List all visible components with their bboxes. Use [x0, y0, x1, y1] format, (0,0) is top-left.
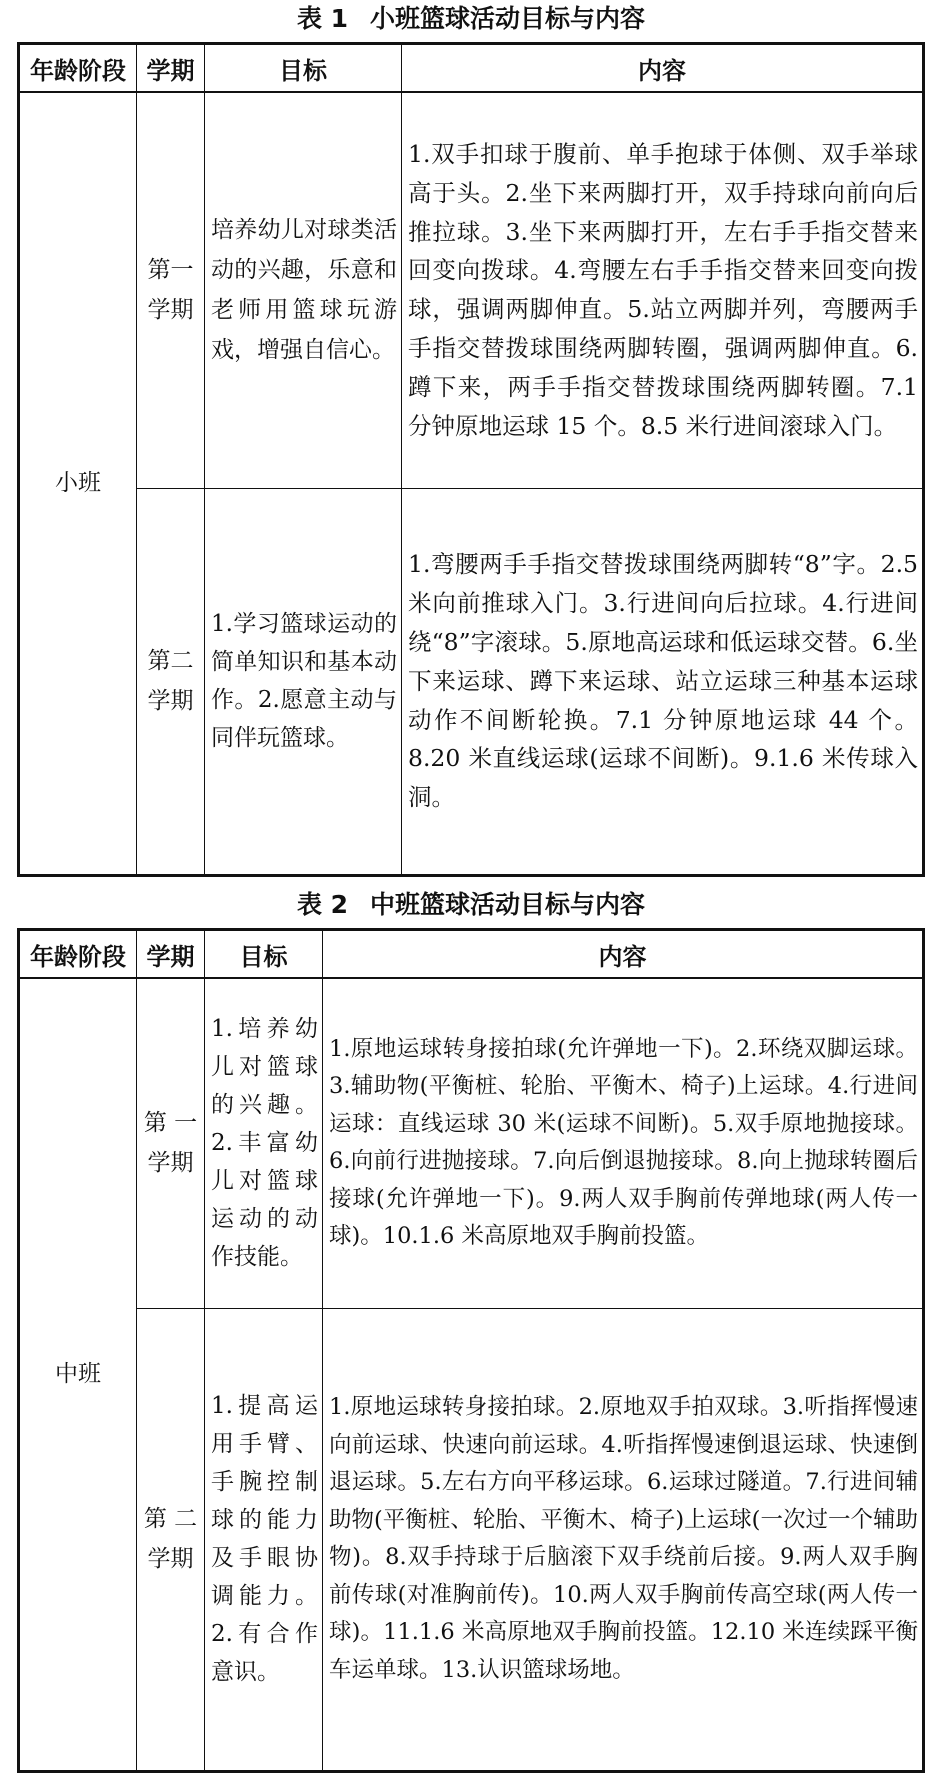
- table2-caption-title: 中班篮球活动目标与内容: [370, 890, 646, 919]
- term-cell: [137, 978, 205, 1308]
- content-cell: 1.原地运球转身接拍球。2.原地双手拍双球。3.听指挥慢速向前运球、快速向前运球。4.听指挥慢速倒退运球、快速倒退运球。5.左右方向平移运球。6.运球过隧道。7.行进间辅助物(平衡桩、轮胎、平衡木、椅子)上运球(一次过一个辅助物)。8.双手持球于后脑滚下双手绕前后接。9.两人双手胸前传球(对准胸前传)。10.两人双手胸前传高空球(两人传一球)。11.1.6 米高原地双手胸前投篮。12.10 米连续踩平衡车运单球。13.认识篮球场地。: [323, 1308, 924, 1772]
- header-age: 年龄阶段: [19, 44, 137, 93]
- term-cell: [137, 92, 205, 488]
- goal-cell: 1.学习篮球运动的简单知识和基本动作。2.愿意主动与同伴玩篮球。: [205, 488, 402, 876]
- table1: [17, 42, 925, 877]
- table-row: [19, 1308, 924, 1772]
- content-cell: 1.弯腰两手手指交替拨球围绕两脚转“8”字。2.5 米向前推球入门。3.行进间向后拉球。4.行进间绕“8”字滚球。5.原地高运球和低运球交替。6.坐下来运球、蹲下来运球、站立运球三种基本运球动作不间断轮换。7.1 分钟原地运球 44 个。8.20 米直线运球(运球不间断)。9.1.6 米传球入洞。: [402, 488, 924, 876]
- term-label-line2: 学期: [147, 1150, 194, 1177]
- goal-cell: 培养幼儿对球类活动的兴趣，乐意和老师用篮球玩游戏，增强自信心。: [205, 92, 402, 488]
- term-label-line1: 第 一: [143, 1110, 198, 1137]
- header-goal: 目标: [205, 930, 323, 979]
- table1-caption-title: 小班篮球活动目标与内容: [370, 4, 646, 33]
- table-row: [19, 978, 924, 1308]
- table-row: [19, 92, 924, 488]
- content-cell: 1.双手扣球于腹前、单手抱球于体侧、双手举球高于头。2.坐下来两脚打开，双手持球向前向后推拉球。3.坐下来两脚打开，左右手手指交替来回变向拨球。4.弯腰左右手手指交替来回变向拨球，强调两脚伸直。5.站立两脚并列，弯腰两手手指交替拨球围绕两脚转圈，强调两脚伸直。6.蹲下来，两手手指交替拨球围绕两脚转圈。7.1 分钟原地运球 15 个。8.5 米行进间滚球入门。: [402, 92, 924, 488]
- header-term: 学期: [137, 44, 205, 93]
- table1-caption: [0, 2, 942, 36]
- table1-header-row: [19, 44, 924, 93]
- term-label-line1: 第二: [147, 648, 194, 675]
- term-label-line2: 学期: [147, 297, 194, 324]
- content-cell: 1.原地运球转身接拍球(允许弹地一下)。2.环绕双脚运球。3.辅助物(平衡桩、轮胎、平衡木、椅子)上运球。4.行进间运球：直线运球 30 米(运球不间断)。5.双手原地抛接球。6.向前行进抛接球。7.向后倒退抛接球。8.向上抛球转圈后接球(允许弹地一下)。9.两人双手胸前传弹地球(两人传一球)。10.1.6 米高原地双手胸前投篮。: [323, 978, 924, 1308]
- table2: [17, 928, 925, 1773]
- term-label-line1: 第 二: [143, 1506, 198, 1533]
- table2-caption: [0, 888, 942, 922]
- table2-caption-number: 表 2: [296, 890, 349, 919]
- table2-header-row: [19, 930, 924, 979]
- table-row: [19, 488, 924, 876]
- header-content: 内容: [402, 44, 924, 93]
- term-cell: [137, 1308, 205, 1772]
- header-term: 学期: [137, 930, 205, 979]
- age-group-cell: 小班: [19, 92, 137, 876]
- goal-cell: 1.提高运用手臂、手腕控制球的能力及手眼协调能力。2.有合作意识。: [205, 1308, 323, 1772]
- table1-caption-number: 表 1: [296, 4, 349, 33]
- term-label-line2: 学期: [147, 1546, 194, 1573]
- term-label-line1: 第一: [147, 257, 194, 284]
- term-label-line2: 学期: [147, 688, 194, 715]
- age-group-cell: 中班: [19, 978, 137, 1772]
- header-goal: 目标: [205, 44, 402, 93]
- goal-cell: 1.培养幼儿对篮球的兴趣。2.丰富幼儿对篮球运动的动作技能。: [205, 978, 323, 1308]
- header-age: 年龄阶段: [19, 930, 137, 979]
- term-cell: [137, 488, 205, 876]
- header-content: 内容: [323, 930, 924, 979]
